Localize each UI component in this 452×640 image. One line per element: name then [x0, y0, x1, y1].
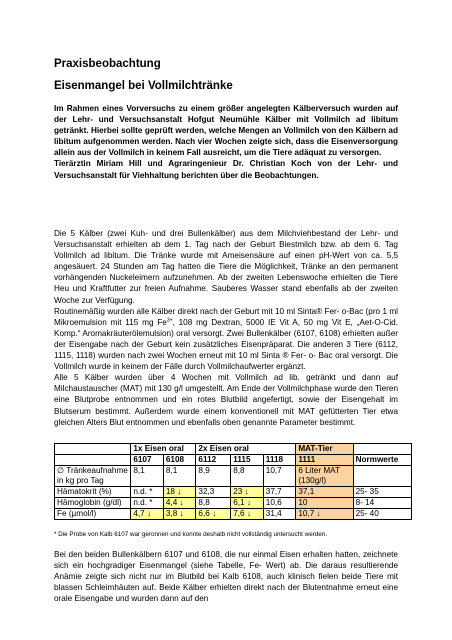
- row-label: Hämoglobin (g/dl): [55, 498, 131, 509]
- row-label: Hämatokrit (%): [55, 487, 131, 498]
- cell: 8,8: [196, 498, 231, 509]
- row-label: Fe (µmol/l): [55, 509, 131, 520]
- cell: 8,9: [196, 466, 231, 487]
- norm-cell: 8- 14: [353, 498, 411, 509]
- cell: 10: [296, 498, 353, 509]
- table-row: [55, 498, 412, 509]
- cell: 18 ↓: [163, 487, 196, 498]
- table-row: [55, 487, 412, 498]
- cell: 10,7 ↓: [296, 509, 353, 520]
- calf-id: 1115: [231, 455, 264, 466]
- calf-id: 1118: [263, 455, 296, 466]
- intro-block: [54, 103, 398, 181]
- norm-cell: 25- 35: [353, 487, 411, 498]
- cell: 31,4: [263, 509, 296, 520]
- body-paragraph-3: Alle 5 Kälber wurden über 4 Wochen mit Vollmilch ad lib. getränkt und dann auf Milchaustauscher (MAT) mit 130 g/l umgestellt. Am Ende der Vollmilchphase wurde den Tieren eine Blutprobe entnommen und ein rotes Blutbild angefertigt, sowie der Eisengehalt im Blutserum bestimmt. Außerdem wurde einem konventionell mit MAT gefütterten Tier etwa gleichen Alters Blut entnommen und ebenfalls oben genannte Parameter bestimmt.: [54, 373, 398, 427]
- norm-cell: 25- 40: [353, 509, 411, 520]
- table-footnote: * Die Probe von Kalb 6107 war geronnen und konnte deshalb nicht vollständig untersucht werden.: [54, 531, 328, 538]
- intro-paragraph-2: Tierärztin Miriam Hill und Agraringenieur Dr. Christian Koch von der Lehr- und Versuchsanstalt für Viehhaltung berichten über die Beobachtungen.: [54, 159, 398, 180]
- body-paragraph-2: [54, 306, 398, 373]
- cell: 8,8: [231, 466, 264, 487]
- blood-values-table: [54, 443, 412, 520]
- cell: 6,6 ↓: [196, 509, 231, 520]
- group-header-1x: 1x Eisen oral: [131, 444, 196, 455]
- calf-id: 1111: [296, 455, 353, 466]
- calf-id: 6112: [196, 455, 231, 466]
- calf-id: 6108: [163, 455, 196, 466]
- cell: 10,6: [263, 498, 296, 509]
- table-row: [55, 466, 412, 487]
- body-paragraph-4: Bei den beiden Bullenkälbern 6107 und 6108, die nur einmal Eisen erhalten hatten, zeichnete sich ein hochgradiger Eisenmangel (siehe Tabelle, Fe- Wert) ab. Die daraus resultierende Anämie zeigte sich nicht nur im Blutbild bei Kalb 6108, auch klinisch fielen beide Tiere mit blassen Schleimhäuten auf. Beide Kälber erhielten direkt nach der Blutentnahme erneut eine orale Eisengabe und wurden dann auf den: [54, 550, 398, 604]
- cell: 10,7: [263, 466, 296, 487]
- table-row: [55, 509, 412, 520]
- table-group-row: [55, 444, 412, 455]
- table-id-row: [55, 455, 412, 466]
- cell: n.d. *: [131, 487, 164, 498]
- cell: 37,1: [296, 487, 353, 498]
- body-paragraph-1: Die 5 Kälber (zwei Kuh- und drei Bullenkälber) aus dem Milchviehbestand der Lehr- und Versuchsanstalt erhielten ab dem 1. Tag nach der Geburt Biestmilch bzw. ab dem 6. Tag Vollmilch ad libitum. Die Tränke wurde mit Ameisensäure auf einen pH-Wert von ca. 5,5 angesäuert. 24 Stunden am Tag hatten die Tiere die Möglichkeit, Tränke an den permanent vorhängenden Nuckeleimern aufzunehmen. Ab der zweiten Lebenswoche erhielten die Tiere Heu und Kraftfutter zur freien Aufnahme. Sauberes Wasser stand ebenfalls ab der zweiten Woche zur Verfügung.: [54, 229, 398, 305]
- cell: n.d. *: [131, 498, 164, 509]
- row-label: ∅ Tränkeaufnahme in kg pro Tag: [55, 466, 131, 487]
- body-paragraph-2b: , 108 mg Dextran, 5000 IE Vit A, 50 mg Vit E, „Aet-O-Cid. Komp.“ Aromakräuterölemulsion) oral versorgt. Zwei Bullenkälber (6107, 6108) erhielten außer der Eisengabe nach der Geburt kein zusätzliches Eisenpräparat. Die anderen 3 Tiere (6112, 1115, 1118) wurden nach zwei Wochen erneut mit 10 ml Sinta ® Fer- o- Bac oral versorgt. Die Vollmilch wurde in keinem der Fälle durch Vollmilchaufwerter ergänzt.: [54, 317, 398, 372]
- page-title: Praxisbeobachtung: [54, 58, 161, 70]
- iron-superscript: 3+: [166, 317, 173, 324]
- cell: 3,8 ↓: [163, 509, 196, 520]
- body-paragraph-2a: Routinemäßig wurden alle Kälber direkt nach der Geburt mit 10 ml Sinta® Fer- o-Bac (pro 1 ml Mikroemulsion mit 115 mg Fe: [54, 306, 398, 327]
- cell: 23 ↓: [231, 487, 264, 498]
- cell: 6 Liter MAT (130g/l): [296, 466, 353, 487]
- cell: 6,1 ↓: [231, 498, 264, 509]
- cell: 8,1: [131, 466, 164, 487]
- cell: 4,7 ↓: [131, 509, 164, 520]
- body-block: [54, 228, 398, 428]
- cell: 32,3: [196, 487, 231, 498]
- intro-paragraph-1: Im Rahmen eines Vorversuchs zu einem größer angelegten Kälberversuch wurden auf der Lehr- und Versuchsanstalt Hofgut Neumühle Kälber mit Vollmilch ad libitum getränkt. Hierbei sollte geprüft werden, welche Mengen an Vollmilch von den Kälbern ad libitum aufgenommen werden. Nach vier Wochen zeigte sich, dass die Eisenversorgung allein aus der Vollmilch in keinem Fall ausreicht, um die Tiere adäquat zu versorgen.: [54, 104, 398, 158]
- norm-cell: [353, 466, 411, 487]
- group-header-mat: MAT-Tier: [296, 444, 353, 455]
- normwerte-header: Normwerte: [353, 455, 411, 466]
- cell: 8,1: [163, 466, 196, 487]
- cell: 7,6 ↓: [231, 509, 264, 520]
- cell: 37,7: [263, 487, 296, 498]
- cell: 4,4 ↓: [163, 498, 196, 509]
- article-heading: Eisenmangel bei Vollmilchtränke: [54, 80, 233, 92]
- calf-id: 6107: [131, 455, 164, 466]
- group-header-2x: 2x Eisen oral: [196, 444, 296, 455]
